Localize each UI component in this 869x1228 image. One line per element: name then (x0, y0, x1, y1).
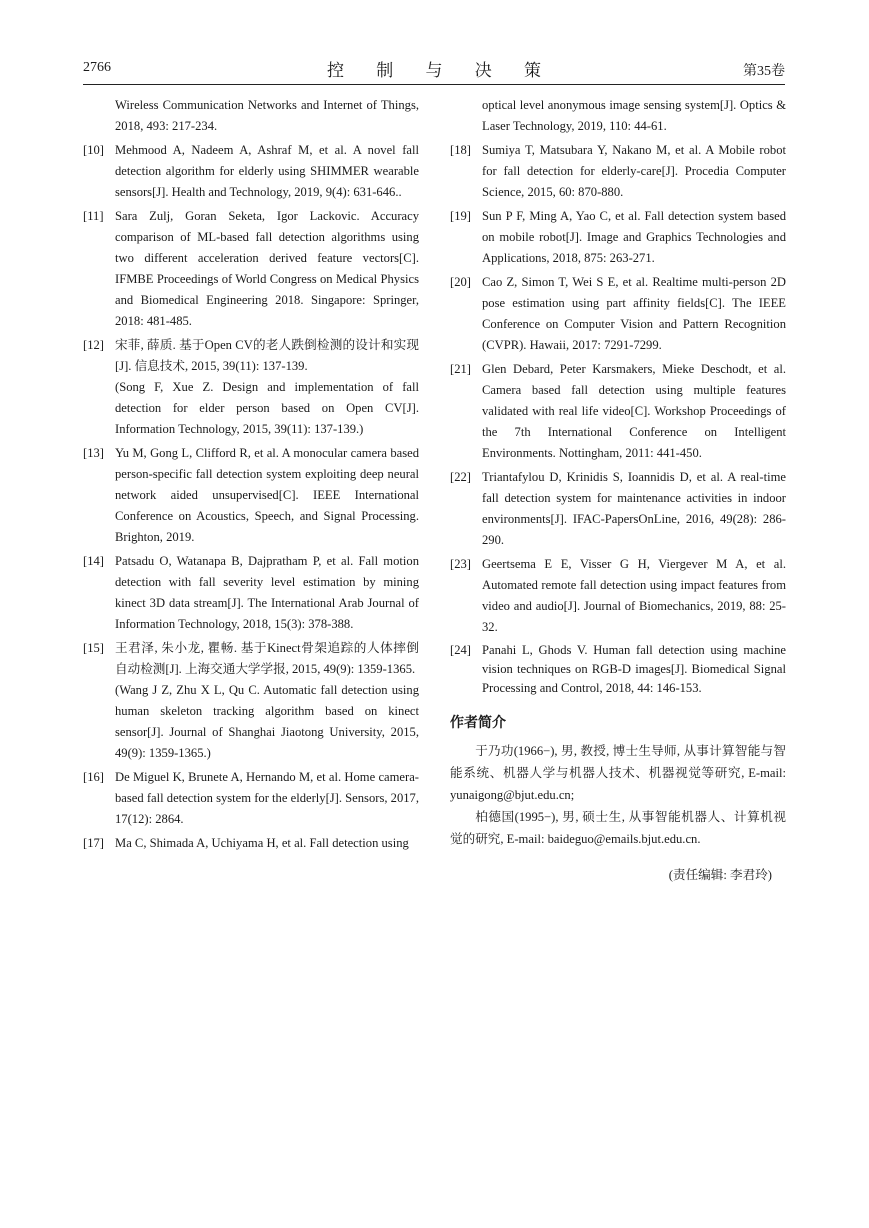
reference-9-continuation: Wireless Communication Networks and Internet of Things, 2018, 493: 217-234. (115, 98, 419, 133)
reference-14: [14] Patsadu O, Watanapa B, Dajpratham P, et al. Fall motion detection with fall severity level estimation by mining kinect 3D data stream[J]. The International Arab Journal of Information Technology, 2018, 15(3): 378-388. (83, 554, 419, 631)
reference-12: [12] 宋菲, 薛质. 基于Open CV的老人跌倒检测的设计和实现[J]. 信息技术, 2015, 39(11): 137-139. (Song F, Xue Z. Design and implementation of fall detection for elder person based on Open CV[J]. Information Technology, 2015, 39(11): 137-139.) (83, 335, 419, 440)
reference-24: [24] Panahi L, Ghods V. Human fall detection using machine vision techniques on RGB-D images[J]. Biomedical Signal Processing and Control, 2018, 44: 146-153. (450, 643, 786, 695)
reference-16: [16] De Miguel K, Brunete A, Hernando M, et al. Home camera-based fall detection system for the elderly[J]. Sensors, 2017, 17(12): 2864. (83, 770, 419, 826)
reference-23: [23] Geertsema E E, Visser G H, Viergever M A, et al. Automated remote fall detection using impact features from video and audio[J]. Journal of Biomechanics, 2019, 88: 25-32. (450, 557, 786, 634)
reference-translation: (Wang J Z, Zhu X L, Qu C. Automatic fall detection using human skeleton tracking algorithm based on kinect sensor[J]. Journal of Shanghai Jiaotong University, 2015, 49(9): 1359-1365.) (115, 683, 419, 760)
author-section-title: 作者简介 (450, 715, 506, 731)
reference-11: [11] Sara Zulj, Goran Seketa, Igor Lackovic. Accuracy comparison of ML-based fall detection algorithms using two different acceleration derived feature vectors[C]. IFMBE Proceedings of World Congress on Medical Physics and Biomedical Engineering 2018. Singapore: Springer, 2018: 481-485. (83, 209, 419, 328)
reference-17-continuation: optical level anonymous image sensing system[J]. Optics & Laser Technology, 2019, 110: 44-61. (482, 98, 786, 133)
author-bio-1: 于乃功(1966−), 男, 教授, 博士生导师, 从事计算智能与智能系统、机器人学与机器人技术、机器视觉等研究, E-mail: yunaigong@bjut.edu.cn; (450, 744, 786, 802)
author-bio-2: 柏德国(1995−), 男, 硕士生, 从事智能机器人、计算机视觉的研究, E-mail: baideguo@emails.bjut.edu.cn. (450, 810, 786, 846)
page-header (83, 56, 785, 85)
journal-title: 控 制 与 决 策 (327, 61, 555, 80)
reference-19: [19] Sun P F, Ming A, Yao C, et al. Fall detection system based on mobile robot[J]. Image and Graphics Technologies and Applications, 2018, 875: 263-271. (450, 209, 786, 265)
responsible-editor: (责任编辑: 李君玲) (668, 868, 772, 882)
reference-15: [15] 王君泽, 朱小龙, 瞿畅. 基于Kinect骨架追踪的人体摔倒自动检测[J]. 上海交通大学学报, 2015, 49(9): 1359-1365. (Wang J Z, Zhu X L, Qu C. Automatic fall detection using human skeleton tracking algorithm based on kinect sensor[J]. Journal of Shanghai Jiaotong University, 2015, 49(9): 1359-1365.) (83, 638, 419, 764)
left-column (83, 95, 419, 857)
page-number: 2766 (83, 60, 111, 75)
right-column (450, 95, 786, 886)
reference-13: [13] Yu M, Gong L, Clifford R, et al. A monocular camera based person-specific fall detection system exploiting deep neural network aided unsupervised[C]. IEEE International Conference on Acoustics, Speech, and Signal Processing. Brighton, 2019. (83, 446, 419, 544)
reference-18: [18] Sumiya T, Matsubara Y, Nakano M, et al. A Mobile robot for fall detection for elderly-care[J]. Procedia Computer Science, 2015, 60: 870-880. (450, 143, 786, 199)
reference-20: [20] Cao Z, Simon T, Wei S E, et al. Realtime multi-person 2D pose estimation using part affinity fields[C]. The IEEE Conference on Computer Vision and Pattern Recognition (CVPR). Hawaii, 2017: 7291-7299. (450, 275, 786, 352)
reference-translation: (Song F, Xue Z. Design and implementation of fall detection for elder person based on Open CV[J]. Information Technology, 2015, 39(11): 137-139.) (115, 380, 419, 436)
reference-22: [22] Triantafylou D, Krinidis S, Ioannidis D, et al. A real-time fall detection system for maintenance activities in indoor environments[J]. IFAC-PapersOnLine, 2016, 49(28): 286-290. (450, 470, 786, 547)
reference-21: [21] Glen Debard, Peter Karsmakers, Mieke Deschodt, et al. Camera based fall detection using multiple features validated with real life video[C]. Workshop Proceedings of the 7th International Conference on Intelligent Environments. Nottingham, 2011: 441-450. (450, 362, 786, 460)
volume-label: 第35卷 (743, 64, 785, 79)
reference-10: [10] Mehmood A, Nadeem A, Ashraf M, et al. A novel fall detection algorithm for elderly using SHIMMER wearable sensors[J]. Health and Technology, 2019, 9(4): 631-646.. (83, 143, 419, 199)
reference-17: [17] Ma C, Shimada A, Uchiyama H, et al. Fall detection using (83, 836, 409, 850)
